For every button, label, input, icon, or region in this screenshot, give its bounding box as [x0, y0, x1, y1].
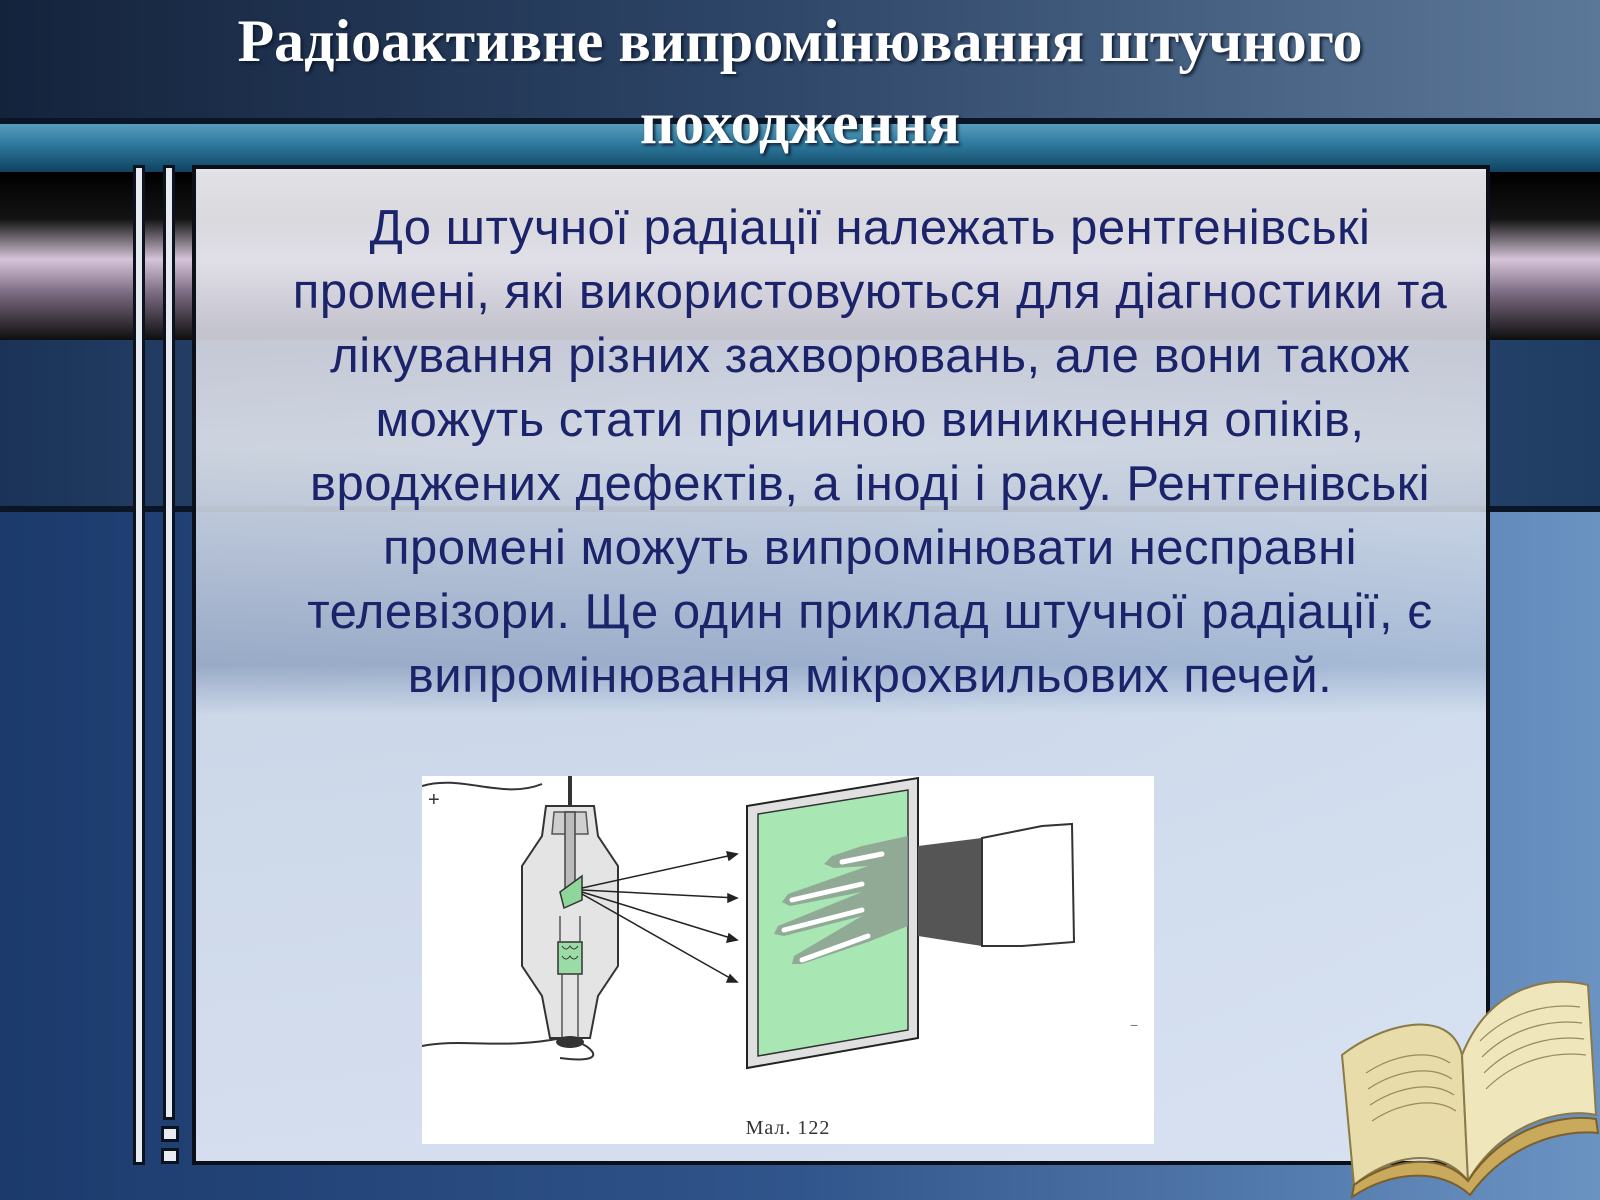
plus-label: + — [428, 789, 440, 811]
x-ray-figure — [422, 776, 1154, 1144]
slide-body-text: До штучної радіації належать рентгенівські промені, які використовуються для діагностики та лікування різних захворювань, але вони також можуть стати причиною виникнення опіків, вроджених дефектів, а іноді і раку. Рентгенівські промені можуть випромінювати несправні телевізори. Ще один приклад штучної радіації, є випромінювання мікрохвильових печей. — [292, 201, 1448, 703]
decorative-bar — [163, 165, 175, 1120]
open-book-icon — [1330, 945, 1600, 1200]
x-ray-tube-hand-icon — [422, 776, 1154, 1144]
decorative-square — [161, 1126, 179, 1142]
decorative-square — [161, 1148, 179, 1164]
decorative-bar — [133, 165, 145, 1165]
minus-label: − — [1130, 1017, 1139, 1033]
slide-title: Радіоактивне випромінювання штучного походження — [237, 8, 1363, 156]
figure-caption: Мал. 122 — [745, 1117, 831, 1139]
